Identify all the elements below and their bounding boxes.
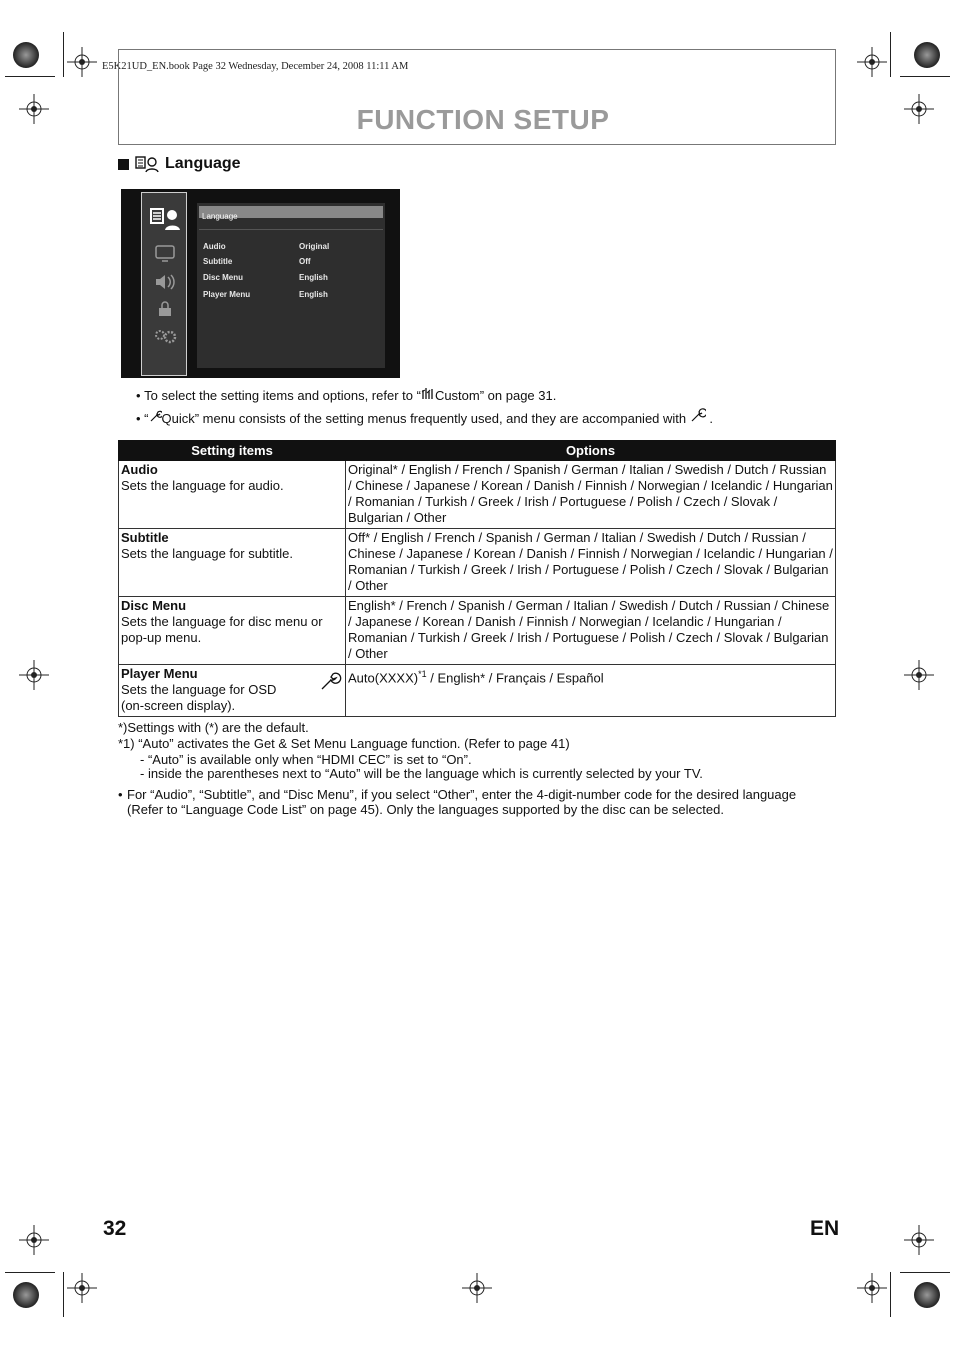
osd-row-label: Disc Menu: [203, 273, 244, 282]
setting-item-cell: [119, 665, 346, 717]
setting-item-cell: [119, 597, 346, 665]
note-bullet-text: (Refer to “Language Code List” on page 45). Only the languages supported by the disc can be selected.: [127, 802, 724, 817]
registration-crosshair: [67, 47, 97, 77]
print-registration-disc: [13, 1282, 39, 1308]
list-item: [136, 387, 556, 403]
osd-header-bar: [199, 206, 383, 221]
osd-row-value: Original: [299, 242, 330, 251]
osd-row-value: English: [299, 273, 328, 282]
registration-crosshair: [19, 660, 49, 690]
setting-item-desc: Sets the language for disc menu or pop-up menu.: [121, 614, 323, 645]
language-icon: [149, 205, 181, 231]
crop-mark: [5, 1272, 55, 1273]
registration-crosshair: [904, 1225, 934, 1255]
bullet-dot: •: [118, 787, 123, 802]
osd-row-value: English: [299, 290, 328, 299]
setting-item-cell: [119, 461, 346, 529]
custom-icon: [421, 387, 435, 400]
registration-crosshair: [19, 1225, 49, 1255]
registration-crosshair: [904, 660, 934, 690]
setting-item-title: Disc Menu: [121, 598, 187, 613]
crop-mark: [900, 76, 950, 77]
language-icon: [135, 155, 159, 173]
footnote-marker: *1: [418, 669, 427, 679]
osd-header-label: Language: [202, 212, 238, 221]
section-heading: [118, 155, 241, 173]
osd-panel: [197, 203, 385, 368]
table-row: [119, 597, 836, 665]
table-row: [119, 665, 836, 717]
column-header: Options: [346, 441, 836, 461]
crop-mark: [5, 76, 55, 77]
print-registration-disc: [914, 42, 940, 68]
crop-mark: [63, 32, 64, 77]
crop-mark: [890, 32, 891, 77]
setting-item-desc: Sets the language for audio.: [121, 478, 284, 493]
osd-row-value: Off: [299, 257, 311, 266]
wrench-icon: [690, 408, 706, 423]
others-gear-icon: [152, 327, 178, 345]
note-bullet-text: For “Audio”, “Subtitle”, and “Disc Menu”, if you select “Other”, enter the 4-digit-number code for the desired language: [127, 787, 797, 802]
crop-mark: [63, 1272, 64, 1317]
footnote: *1) “Auto” activates the Get & Set Menu Language function. (Refer to page 41): [118, 736, 570, 751]
quick-icon: [149, 410, 162, 423]
bullet-dot: •: [136, 411, 145, 426]
page-title: FUNCTION SETUP: [356, 104, 610, 135]
list-item: [136, 408, 713, 426]
table-row: [119, 461, 836, 529]
book-info-line: E5K21UD_EN.book Page 32 Wednesday, December 24, 2008 11:11 AM: [102, 61, 409, 72]
osd-row-label: Subtitle: [203, 257, 233, 266]
table-header-row: [119, 441, 836, 461]
table-row: [119, 529, 836, 597]
audio-icon: [153, 272, 177, 292]
options-text: / English* / Français / Español: [426, 670, 604, 686]
print-registration-disc: [914, 1282, 940, 1308]
section-title: Language: [165, 155, 241, 172]
language-tag: EN: [810, 1217, 840, 1240]
setting-item-cell: [119, 529, 346, 597]
options-cell: Original* / English / French / Spanish / German / Italian / Swedish / Dutch / Russian / Chinese / Japanese / Korean / Danish / Finnish / Norwegian / Icelandic / Hungarian / Romanian / Turkish / Greek / Irish / Portuguese / Polish / Czech / Slovak / Bulgarian / Other: [346, 461, 836, 529]
options-cell: [346, 665, 836, 717]
bullet-dot: •: [136, 388, 145, 403]
registration-crosshair: [19, 94, 49, 124]
registration-crosshair: [462, 1273, 492, 1303]
setting-item-desc: Sets the language for subtitle.: [121, 546, 294, 561]
column-header: Setting items: [119, 441, 346, 461]
bullet-square-icon: [118, 159, 129, 170]
print-registration-disc: [13, 42, 39, 68]
options-cell: Off* / English / French / Spanish / German / Italian / Swedish / Dutch / Russian / Chinese / Japanese / Korean / Danish / Finnish / Norwegian / Icelandic / Hungarian / Romanian / Turkish / Greek / Irish / Portuguese / Polish / Czech / Slovak / Bulgarian / Other: [346, 529, 836, 597]
wrench-icon: [320, 671, 342, 691]
crop-mark: [890, 1272, 891, 1317]
page-number: 32: [103, 1217, 127, 1240]
setting-item-title: Subtitle: [121, 530, 169, 545]
bullet-text: To select the setting items and options, refer to “: [144, 388, 421, 403]
registration-crosshair: [857, 1273, 887, 1303]
registration-crosshair: [857, 47, 887, 77]
setting-item-title: Player Menu: [121, 666, 198, 681]
registration-crosshair: [904, 94, 934, 124]
parental-lock-icon: [157, 301, 173, 317]
setting-item-desc: Sets the language for OSD (on-screen display).: [121, 682, 277, 713]
settings-table: [118, 440, 836, 717]
bullet-text: Quick” menu consists of the setting menus frequently used, and they are accompanied with: [161, 411, 690, 426]
bullet-text: Custom” on page 31.: [434, 388, 557, 403]
bullet-text: .: [709, 411, 713, 426]
bullet-text: “: [144, 411, 149, 426]
setting-item-title: Audio: [121, 462, 158, 477]
osd-row-label: Player Menu: [203, 290, 251, 299]
options-text: Auto(XXXX): [348, 670, 419, 686]
divider: [199, 229, 383, 230]
osd-row-label: Audio: [203, 242, 226, 251]
display-icon: [154, 244, 176, 262]
crop-mark: [900, 1272, 950, 1273]
footnote-subitem: - “Auto” is available only when “HDMI CEC” is set to “On”.: [140, 752, 472, 767]
default-note: *)Settings with (*) are the default.: [118, 720, 309, 735]
options-cell: English* / French / Spanish / German / Italian / Swedish / Dutch / Russian / Chinese / Japanese / Korean / Danish / Finnish / Norwegian / Icelandic / Hungarian / Romanian / Turkish / Greek / Irish / Portuguese / Polish / Czech / Slovak / Bulgarian / Other: [346, 597, 836, 665]
registration-crosshair: [67, 1273, 97, 1303]
footnote-subitem: - inside the parentheses next to “Auto” will be the language which is currently selected by your TV.: [140, 766, 703, 781]
